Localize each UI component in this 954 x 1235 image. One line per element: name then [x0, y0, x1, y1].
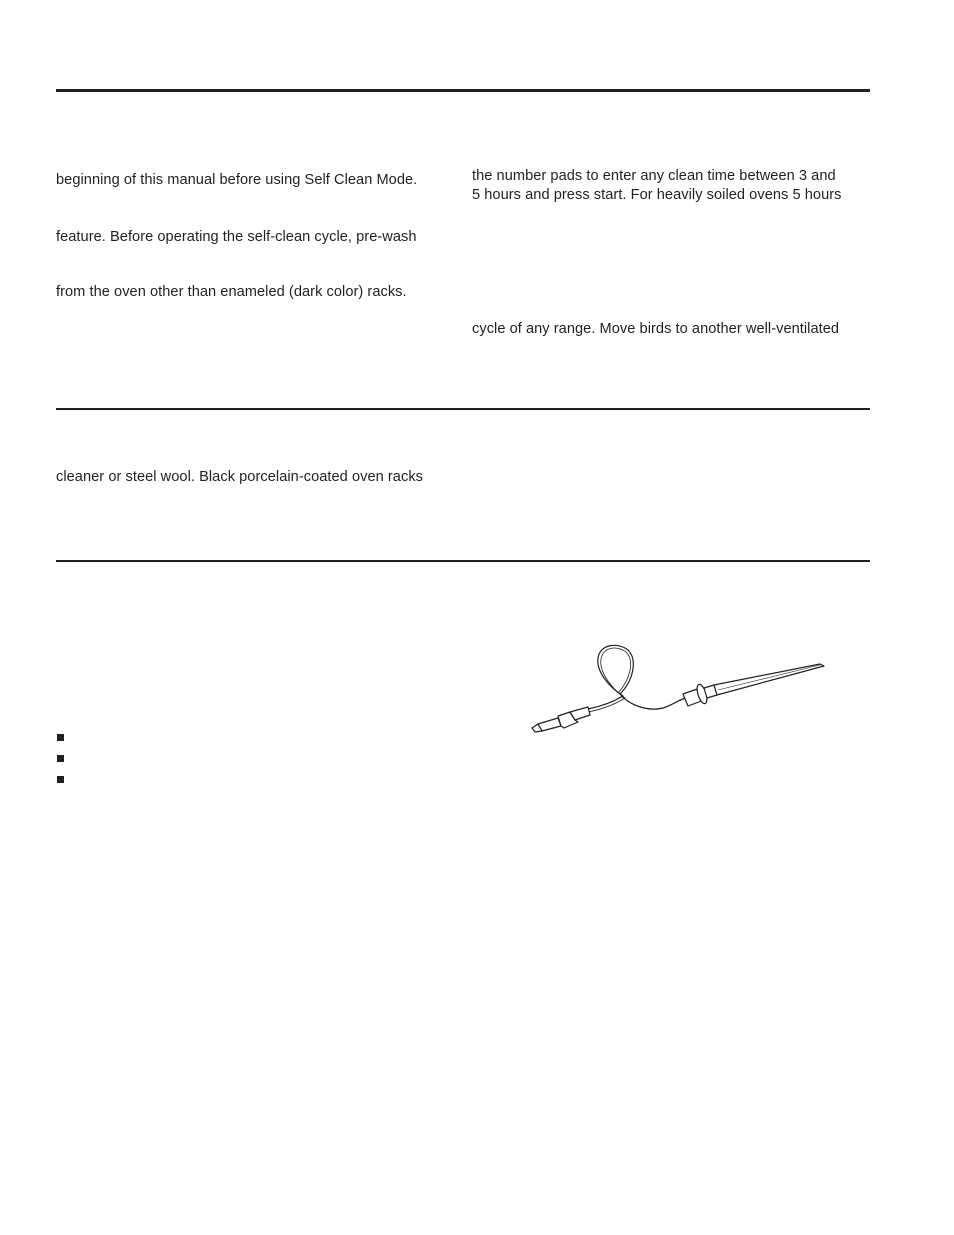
temperature-probe-icon — [528, 636, 828, 736]
left-text-line-2: feature. Before operating the self-clean cycle, pre-wash — [56, 229, 417, 245]
right-text-line-1: the number pads to enter any clean time between 3 and — [472, 168, 836, 184]
left-text-line-3: from the oven other than enameled (dark color) racks. — [56, 284, 407, 300]
probe-section-rule — [56, 560, 870, 562]
racks-text-line-1: cleaner or steel wool. Black porcelain-coated oven racks — [56, 469, 424, 485]
top-section-rule — [56, 89, 870, 92]
right-text-line-2: 5 hours and press start. For heavily soiled ovens 5 hours — [472, 187, 842, 203]
left-text-line-1: beginning of this manual before using Self Clean Mode. — [56, 172, 418, 188]
racks-section-rule — [56, 408, 870, 410]
right-text-line-3: cycle of any range. Move birds to another well-ventilated — [472, 321, 840, 337]
list-bullet-2 — [57, 755, 64, 762]
list-bullet-1 — [57, 734, 64, 741]
list-bullet-3 — [57, 776, 64, 783]
